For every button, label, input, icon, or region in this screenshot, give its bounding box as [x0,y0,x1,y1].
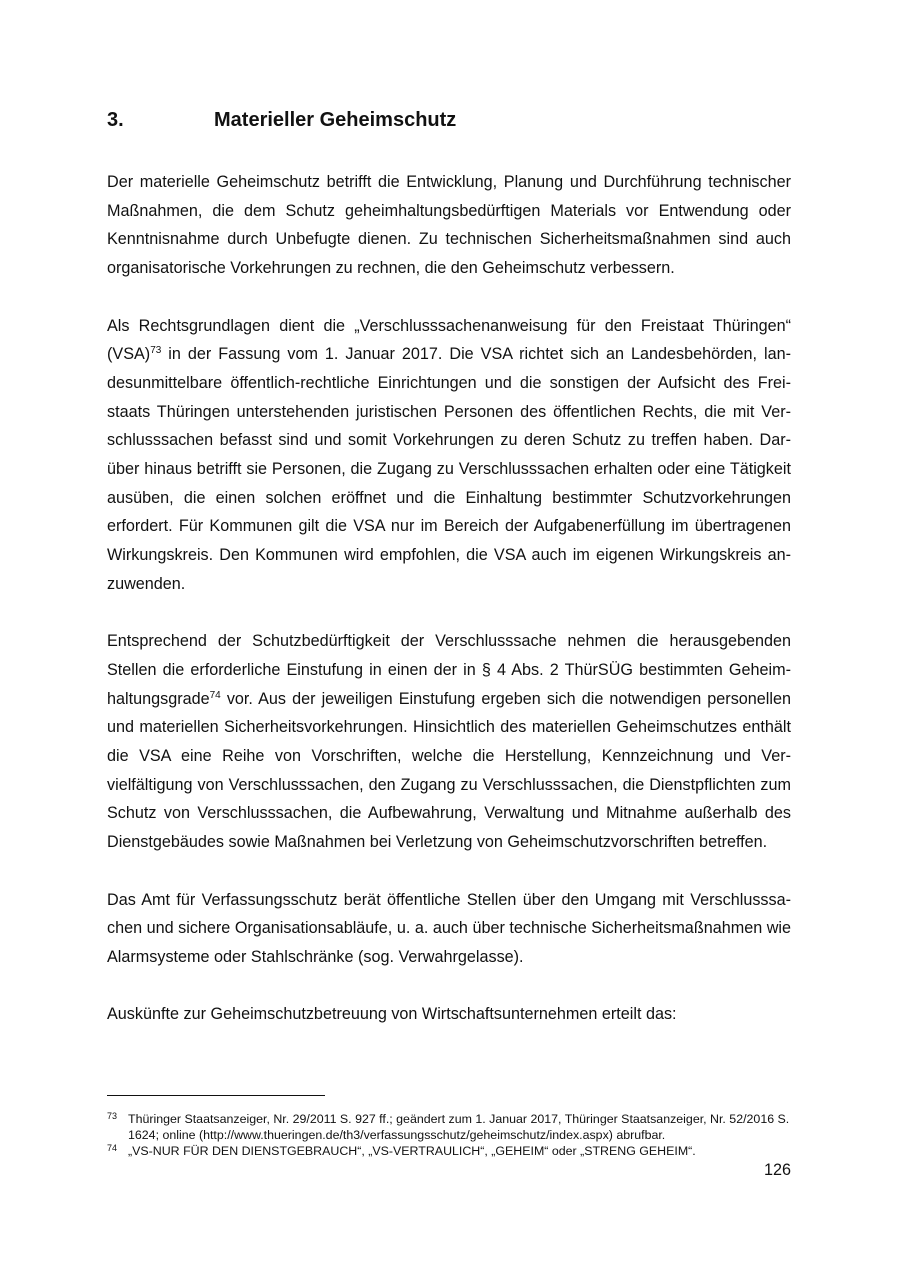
paragraph-3-part-1: Entsprechend der Schutzbedürftigkeit der Verschlusssache nehmen die herausgebenden Stellen die erforderliche Einstufung in einen der in § 4 Abs. 2 ThürSÜG bestimmten Geheimhaltungsgrade [107,632,791,708]
paragraph-2 [107,312,791,599]
paragraph-3 [107,627,791,857]
footnote-number: 73 [107,1111,118,1121]
footnotes [107,1111,791,1159]
footnote-ref-74[interactable]: 74 [209,689,221,701]
footnote-73 [107,1111,791,1143]
paragraph-2-part-1: Als Rechtsgrundlagen dient die „Verschlusssachenanweisung für den Freistaat Thüringen“ (VSA) [107,316,791,364]
footnote-separator [107,1095,325,1096]
section-title: Materieller Geheimschutz [214,109,457,131]
footnote-74 [107,1143,791,1159]
paragraph-5: Auskünfte zur Geheimschutzbetreuung von Wirtschaftsunternehmen erteilt das: [107,1005,677,1024]
paragraph-3-part-2: vor. Aus der jeweiligen Einstufung ergeben sich die notwendigen personellen und materiellen Sicherheitsvorkehrungen. Hinsichtlich des materiellen Geheimschutzes enthält die VSA eine Reihe von Vorschriften, welche die Herstellung, Kennzeichnung und Vervielfältigung von Verschlusssachen, den Zugang zu Verschlusssachen, die Dienstpflichten zum Schutz von Verschlusssachen, die Aufbewahrung, Verwaltung und Mitnahme außerhalb des Dienstgebäudes sowie Maßnahmen bei Verletzung von Geheimschutzvorschriften betreffen. [107,689,791,852]
footnote-text: „VS-NUR FÜR DEN DIENSTGEBRAUCH“, „VS-VERTRAULICH“, „GEHEIM“ oder „STRENG GEHEIM“. [128,1144,696,1158]
paragraph-1: Der materielle Geheimschutz betrifft die Entwicklung, Planung und Durchführung technischer Maßnahmen, die dem Schutz geheimhaltungsbedürftigen Materials vor Entwendung oder Kenntnisnahme durch Unbefugte dienen. Zu technischen Sicherheitsmaßnahmen sind auch organisatorische Vorkehrungen zu rechnen, die den Geheimschutz verbessern. [107,173,791,278]
section-number: 3. [107,109,124,131]
footnote-text: Thüringer Staatsanzeiger, Nr. 29/2011 S. 927 ff.; geändert zum 1. Januar 2017, Thüringer Staatsanzeiger, Nr. 52/2016 S. 1624; online (http://www.thueringen.de/th3/verfassungsschutz/geheimschutz/index.aspx) abrufbar. [128,1112,790,1142]
body-text [107,168,791,1029]
footnote-ref-73[interactable]: 73 [150,345,162,357]
section-heading [107,106,456,134]
page-number: 126 [763,1161,791,1179]
paragraph-2-part-2: in der Fassung vom 1. Januar 2017. Die VSA richtet sich an Landesbehörden, landesunmittelbare öffentlich-rechtliche Einrichtungen und die sonstigen der Aufsicht des Freistaats Thüringen unterstehenden juristischen Personen des öffentlichen Rechts, die mit Verschlusssachen befasst sind und somit Vorkehrungen zu deren Schutz zu treffen haben. Darüber hinaus betrifft sie Personen, die Zugang zu Verschlusssachen erhalten oder eine Tätigkeit ausüben, die einen solchen eröffnet und die Einhaltung bestimmter Schutzvorkehrungen erfordert. Für Kommunen gilt die VSA nur im Bereich der Aufgabenerfüllung im übertragenen Wirkungskreis. Den Kommunen wird empfohlen, die VSA auch im eigenen Wirkungskreis anzuwenden. [107,345,791,593]
footnote-number: 74 [107,1143,118,1153]
paragraph-4: Das Amt für Verfassungsschutz berät öffentliche Stellen über den Umgang mit Verschlusssachen und sichere Organisationsabläufe, u. a. auch über technische Sicherheitsmaßnahmen wie Alarmsysteme oder Stahlschränke (sog. Verwahrgelasse). [107,890,791,966]
